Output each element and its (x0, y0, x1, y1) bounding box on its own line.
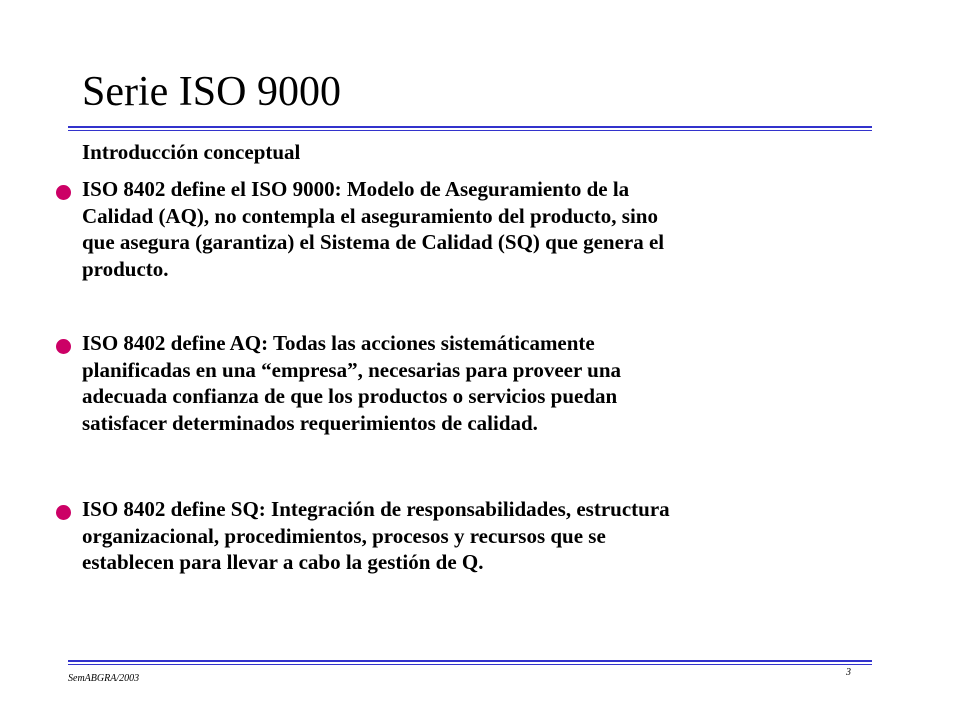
title-divider (68, 126, 872, 131)
slide-subtitle: Introducción conceptual (82, 140, 301, 164)
bullet-line: satisfacer determinados requerimientos de calidad. (82, 410, 538, 435)
bullet-line: que asegura (garantiza) el Sistema de Calidad (SQ) que genera el (82, 230, 665, 254)
bullet-text (82, 330, 842, 436)
bullet-dot-icon (56, 339, 71, 354)
bullet-line: planificadas en una “empresa”, necesarias para proveer una (82, 357, 622, 382)
bullet-line: organizacional, procedimientos, procesos y recursos que se (82, 523, 606, 548)
footer-author: SemABGRA/2003 (68, 673, 140, 684)
footer-divider (68, 660, 872, 665)
bullet-line: ISO 8402 define AQ: Todas las acciones sistemáticamente (82, 331, 595, 355)
bullet-line: establecen para llevar a cabo la gestión de Q. (82, 550, 484, 574)
bullet-text (82, 176, 842, 282)
bullet-line: Calidad (AQ), no contempla el aseguramiento del producto, sino (82, 203, 658, 228)
bullet-dot-icon (56, 185, 71, 200)
bullet-line: adecuada confianza de que los productos o servicios puedan (82, 384, 618, 408)
slide-title: Serie ISO 9000 (82, 69, 341, 115)
bullet-line: ISO 8402 define el ISO 9000: Modelo de Aseguramiento de la (82, 177, 630, 201)
bullet-line: ISO 8402 define SQ: Integración de responsabilidades, estructura (82, 497, 670, 521)
bullet-text (82, 496, 842, 576)
page-number: 3 (846, 667, 851, 678)
bullet-line: producto. (82, 256, 169, 281)
bullet-dot-icon (56, 505, 71, 520)
